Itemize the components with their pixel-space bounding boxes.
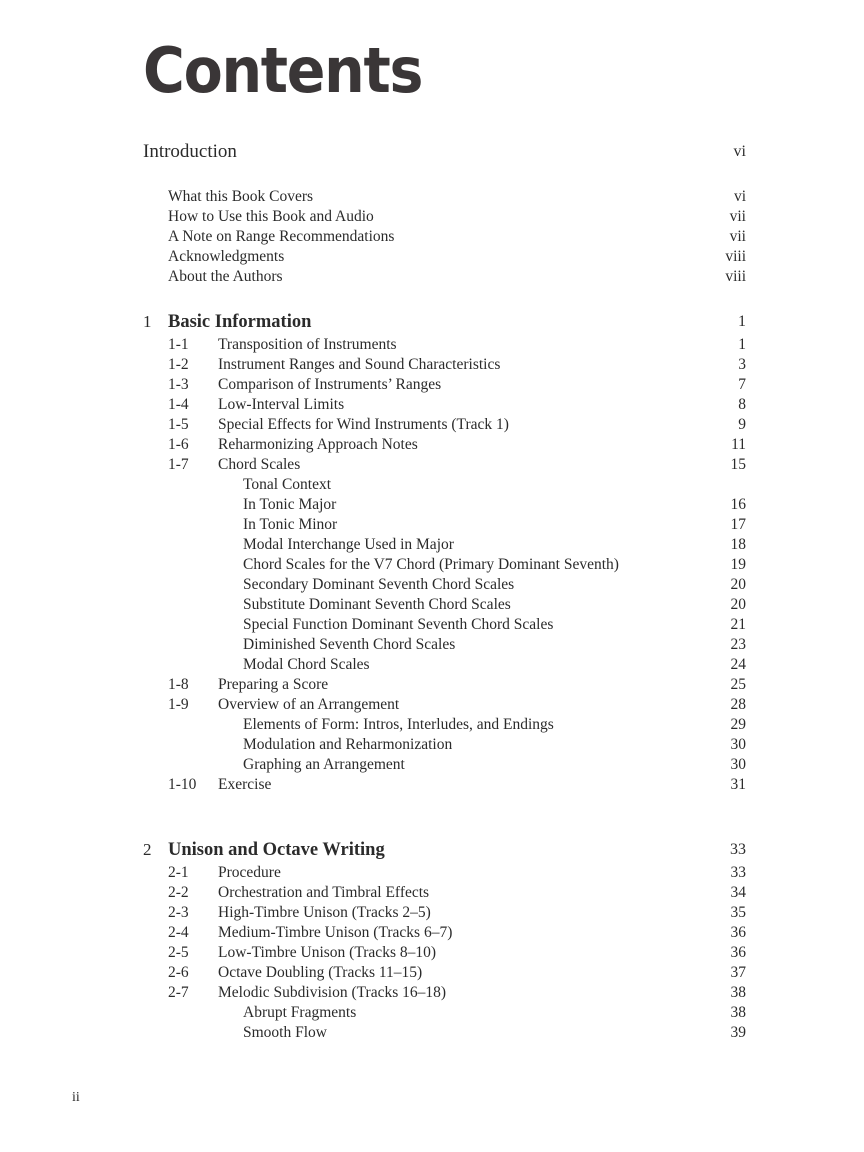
entry-page-number: vi <box>733 188 746 205</box>
entry-page-number: 18 <box>730 536 746 553</box>
subsection-label: Modal Chord Scales <box>243 656 370 673</box>
subsection-entry[interactable] <box>0 495 864 515</box>
subsection-label: Tonal Context <box>243 476 332 493</box>
subsection-label: Abrupt Fragments <box>243 1004 357 1021</box>
entry-page-number: 15 <box>730 456 746 473</box>
subsection-entry[interactable] <box>0 635 864 655</box>
front-matter-item[interactable] <box>0 187 864 207</box>
front-matter-heading[interactable] <box>0 138 864 165</box>
entry-page-number: vi <box>733 143 746 160</box>
section-label: Medium-Timbre Unison (Tracks 6–7) <box>218 924 453 941</box>
subsection-label: Smooth Flow <box>243 1024 327 1041</box>
section-entry[interactable] <box>0 415 864 435</box>
entry-page-number: 20 <box>730 596 746 613</box>
section-entry[interactable] <box>0 943 864 963</box>
front-matter-item[interactable] <box>0 267 864 287</box>
subsection-entry[interactable] <box>0 555 864 575</box>
entry-page-number: 31 <box>730 776 746 793</box>
subsection-label: Graphing an Arrangement <box>243 756 405 773</box>
subsection-entry[interactable] <box>0 595 864 615</box>
section-entry[interactable] <box>0 375 864 395</box>
entry-page-number: 39 <box>730 1024 746 1041</box>
toc-list <box>0 138 864 1043</box>
subsection-label: Modulation and Reharmonization <box>243 736 453 753</box>
section-label: Reharmonizing Approach Notes <box>218 436 418 453</box>
entry-page-number: 37 <box>730 964 746 981</box>
section-label: Preparing a Score <box>218 676 329 693</box>
entry-page-number: 11 <box>731 436 746 453</box>
section-entry[interactable] <box>0 863 864 883</box>
subsection-entry[interactable] <box>0 615 864 635</box>
chapter-gap <box>0 287 864 309</box>
subsection-entry[interactable] <box>0 475 864 495</box>
entry-page-number: vii <box>729 208 746 225</box>
entry-page-number: 19 <box>730 556 746 573</box>
subsection-entry[interactable] <box>0 715 864 735</box>
chapter-heading[interactable] <box>0 837 864 863</box>
section-number: 2-4 <box>168 924 189 941</box>
section-label: Chord Scales <box>218 456 301 473</box>
section-label: Exercise <box>218 776 272 793</box>
section-number: 1-1 <box>168 336 189 353</box>
entry-page-number: 36 <box>730 924 746 941</box>
section-label: Overview of an Arrangement <box>218 696 400 713</box>
front-matter-item-label: A Note on Range Recommendations <box>168 228 395 245</box>
section-entry[interactable] <box>0 395 864 415</box>
chapter-number: 2 <box>143 840 152 859</box>
section-entry[interactable] <box>0 695 864 715</box>
subsection-label: Diminished Seventh Chord Scales <box>243 636 456 653</box>
chapter-title: Basic Information <box>168 312 312 332</box>
entry-page-number: 35 <box>730 904 746 921</box>
entry-page-number: 23 <box>730 636 746 653</box>
chapter-heading[interactable] <box>0 309 864 335</box>
section-number: 2-7 <box>168 984 189 1001</box>
entry-page-number: 9 <box>738 416 746 433</box>
front-matter-item[interactable] <box>0 207 864 227</box>
section-number: 2-1 <box>168 864 189 881</box>
subsection-entry[interactable] <box>0 535 864 555</box>
section-entry[interactable] <box>0 903 864 923</box>
section-number: 2-3 <box>168 904 189 921</box>
entry-page-number: 34 <box>730 884 746 901</box>
section-label: Melodic Subdivision (Tracks 16–18) <box>218 984 447 1001</box>
front-matter-item[interactable] <box>0 227 864 247</box>
front-matter-item[interactable] <box>0 247 864 267</box>
entry-page-number: 3 <box>738 356 746 373</box>
section-number: 1-9 <box>168 696 189 713</box>
subsection-label: Secondary Dominant Seventh Chord Scales <box>243 576 515 593</box>
entry-page-number: 28 <box>730 696 746 713</box>
section-number: 1-6 <box>168 436 189 453</box>
entry-page-number: 21 <box>730 616 746 633</box>
page-title: Contents <box>143 34 423 107</box>
section-number: 2-6 <box>168 964 189 981</box>
entry-page-number: 33 <box>730 841 746 858</box>
section-entry[interactable] <box>0 775 864 795</box>
section-number: 2-2 <box>168 884 189 901</box>
section-entry[interactable] <box>0 983 864 1003</box>
chapter-number: 1 <box>143 312 152 331</box>
section-entry[interactable] <box>0 435 864 455</box>
entry-page-number: viii <box>725 268 746 285</box>
section-label: Low-Interval Limits <box>218 396 345 413</box>
entry-page-number: 1 <box>738 336 746 353</box>
section-number: 1-3 <box>168 376 189 393</box>
entry-page-number: 17 <box>730 516 746 533</box>
section-entry[interactable] <box>0 675 864 695</box>
section-number: 1-10 <box>168 776 197 793</box>
section-number: 1-2 <box>168 356 189 373</box>
entry-page-number: 20 <box>730 576 746 593</box>
front-matter-item-label: What this Book Covers <box>168 188 314 205</box>
section-label: Octave Doubling (Tracks 11–15) <box>218 964 423 981</box>
section-label: High-Timbre Unison (Tracks 2–5) <box>218 904 431 921</box>
entry-page-number: 30 <box>730 736 746 753</box>
front-matter-item-label: How to Use this Book and Audio <box>168 208 374 225</box>
section-number: 1-8 <box>168 676 189 693</box>
subsection-entry[interactable] <box>0 755 864 775</box>
subsection-entry[interactable] <box>0 1003 864 1023</box>
section-entry[interactable] <box>0 455 864 475</box>
section-number: 2-5 <box>168 944 189 961</box>
subsection-entry[interactable] <box>0 735 864 755</box>
entry-page-number: 38 <box>730 984 746 1001</box>
section-label: Special Effects for Wind Instruments (Track 1) <box>218 416 509 433</box>
entry-page-number: 36 <box>730 944 746 961</box>
subsection-label: Elements of Form: Intros, Interludes, and Endings <box>243 716 554 733</box>
chapter-gap <box>0 795 864 837</box>
subsection-label: Special Function Dominant Seventh Chord Scales <box>243 616 554 633</box>
section-label: Procedure <box>218 864 281 881</box>
front-matter-gap <box>0 165 864 187</box>
subsection-label: Modal Interchange Used in Major <box>243 536 454 553</box>
subsection-entry[interactable] <box>0 1023 864 1043</box>
section-entry[interactable] <box>0 963 864 983</box>
entry-page-number: 33 <box>730 864 746 881</box>
section-label: Instrument Ranges and Sound Characteristics <box>218 356 501 373</box>
section-label: Orchestration and Timbral Effects <box>218 884 430 901</box>
section-entry[interactable] <box>0 355 864 375</box>
entry-page-number: vii <box>729 228 746 245</box>
entry-page-number: viii <box>725 248 746 265</box>
entry-page-number: 24 <box>730 656 746 673</box>
chapter-title: Unison and Octave Writing <box>168 840 385 860</box>
subsection-entry[interactable] <box>0 575 864 595</box>
subsection-entry[interactable] <box>0 655 864 675</box>
section-entry[interactable] <box>0 335 864 355</box>
section-number: 1-7 <box>168 456 189 473</box>
section-entry[interactable] <box>0 923 864 943</box>
entry-page-number: 8 <box>738 396 746 413</box>
entry-page-number: 38 <box>730 1004 746 1021</box>
subsection-label: Chord Scales for the V7 Chord (Primary Dominant Seventh) <box>243 556 619 573</box>
section-label: Comparison of Instruments’ Ranges <box>218 376 442 393</box>
subsection-label: In Tonic Minor <box>243 516 338 533</box>
entry-page-number: 1 <box>738 313 746 330</box>
entry-page-number: 25 <box>730 676 746 693</box>
subsection-label: Substitute Dominant Seventh Chord Scales <box>243 596 511 613</box>
front-matter-item-label: About the Authors <box>168 268 283 285</box>
entry-page-number: 29 <box>730 716 746 733</box>
section-label: Low-Timbre Unison (Tracks 8–10) <box>218 944 437 961</box>
subsection-label: In Tonic Major <box>243 496 337 513</box>
front-matter-item-label: Acknowledgments <box>168 248 285 265</box>
entry-page-number: 7 <box>738 376 746 393</box>
section-number: 1-4 <box>168 396 189 413</box>
subsection-entry[interactable] <box>0 515 864 535</box>
section-entry[interactable] <box>0 883 864 903</box>
section-number: 1-5 <box>168 416 189 433</box>
entry-page-number: 16 <box>730 496 746 513</box>
section-label: Transposition of Instruments <box>218 336 397 353</box>
entry-page-number: 30 <box>730 756 746 773</box>
front-matter-heading-label: Introduction <box>143 141 237 162</box>
folio-number: ii <box>72 1090 80 1105</box>
